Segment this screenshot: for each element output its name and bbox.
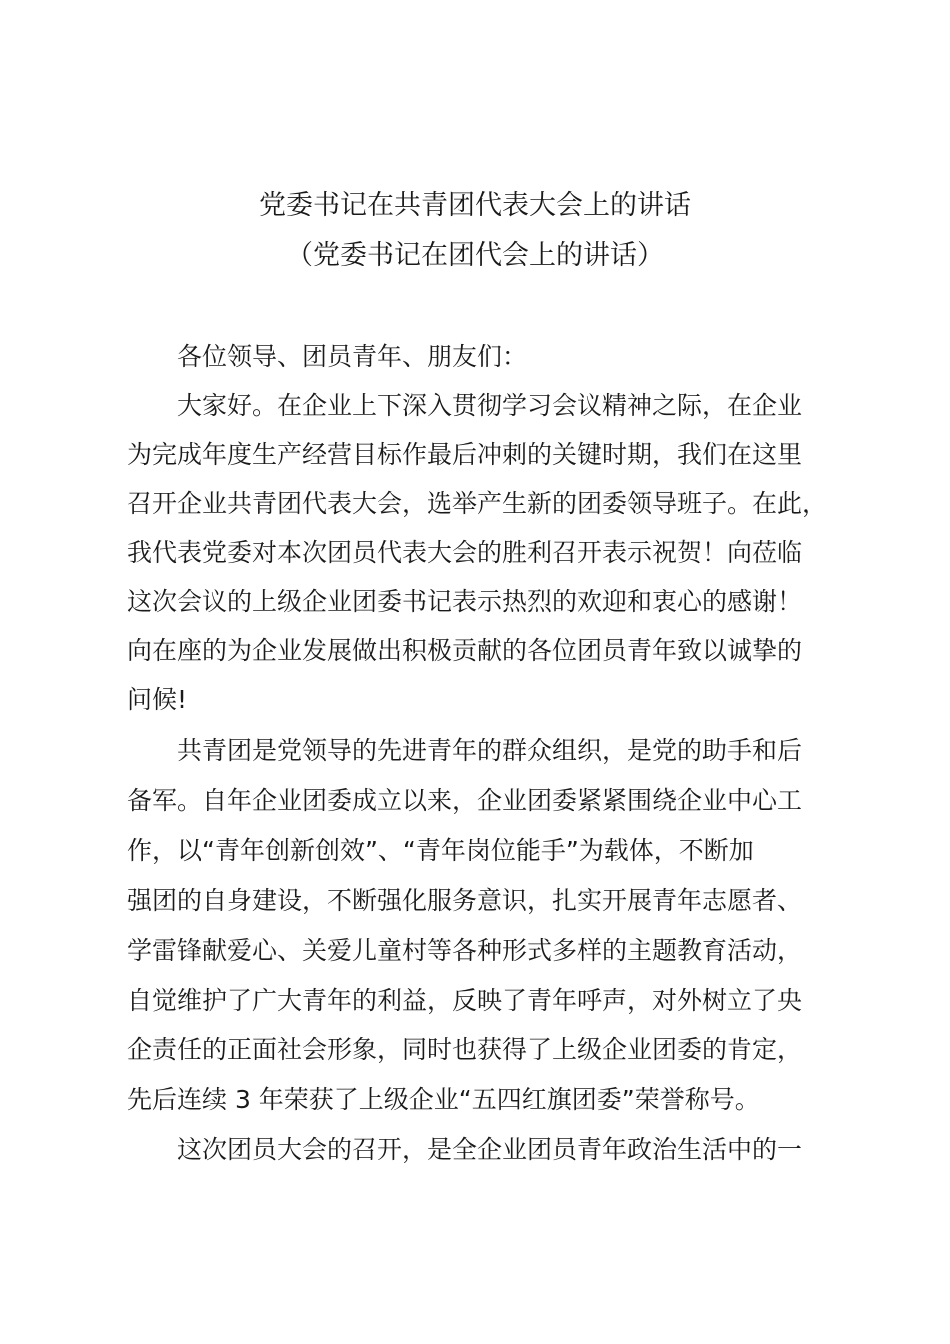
paragraph-2-line: 学雷锋献爱心、关爱儿童村等各种形式多样的主题教育活动， [127,936,803,965]
document-title: 党委书记在共青团代表大会上的讲话 [259,190,691,221]
paragraph-1-line: 向在座的为企业发展做出积极贡献的各位团员青年致以诚挚的 [127,636,803,665]
paragraph-1-line: 召开企业共青团代表大会，选举产生新的团委领导班子。在此， [127,489,828,518]
paragraph-1-line: 问候! [127,685,188,714]
paragraph-1-line: 为完成年度生产经营目标作最后冲刺的关键时期，我们在这里 [127,440,803,469]
paragraph-1-line: 这次会议的上级企业团委书记表示热烈的欢迎和衷心的感谢！ [127,587,803,616]
paragraph-2-line: 作，以“青年创新创效”、“青年岗位能手”为载体，不断加 [127,836,754,865]
paragraph-2-line: 先后连续 3 年荣获了上级企业“五四红旗团委”荣誉称号。 [127,1085,760,1114]
paragraph-2-line: 企责任的正面社会形象，同时也获得了上级企业团委的肯定， [127,1035,803,1064]
paragraph-2-line: 强团的自身建设，不断强化服务意识，扎实开展青年志愿者、 [127,886,803,915]
paragraph-3-line: 这次团员大会的召开，是全企业团员青年政治生活中的一 [177,1135,803,1164]
paragraph-1-line: 大家好。在企业上下深入贯彻学习会议精神之际，在企业 [177,391,803,420]
salutation: 各位领导、团员青年、朋友们： [177,342,528,371]
paragraph-1-line: 我代表党委对本次团员代表大会的胜利召开表示祝贺！向莅临 [127,538,803,567]
document-subtitle: （党委书记在团代会上的讲话） [286,240,664,271]
paragraph-2-line: 共青团是党领导的先进青年的群众组织，是党的助手和后 [177,736,803,765]
paragraph-2-line: 自觉维护了广大青年的利益，反映了青年呼声，对外树立了央 [127,986,803,1015]
paragraph-2-line: 备军。自年企业团委成立以来，企业团委紧紧围绕企业中心工 [127,786,803,815]
